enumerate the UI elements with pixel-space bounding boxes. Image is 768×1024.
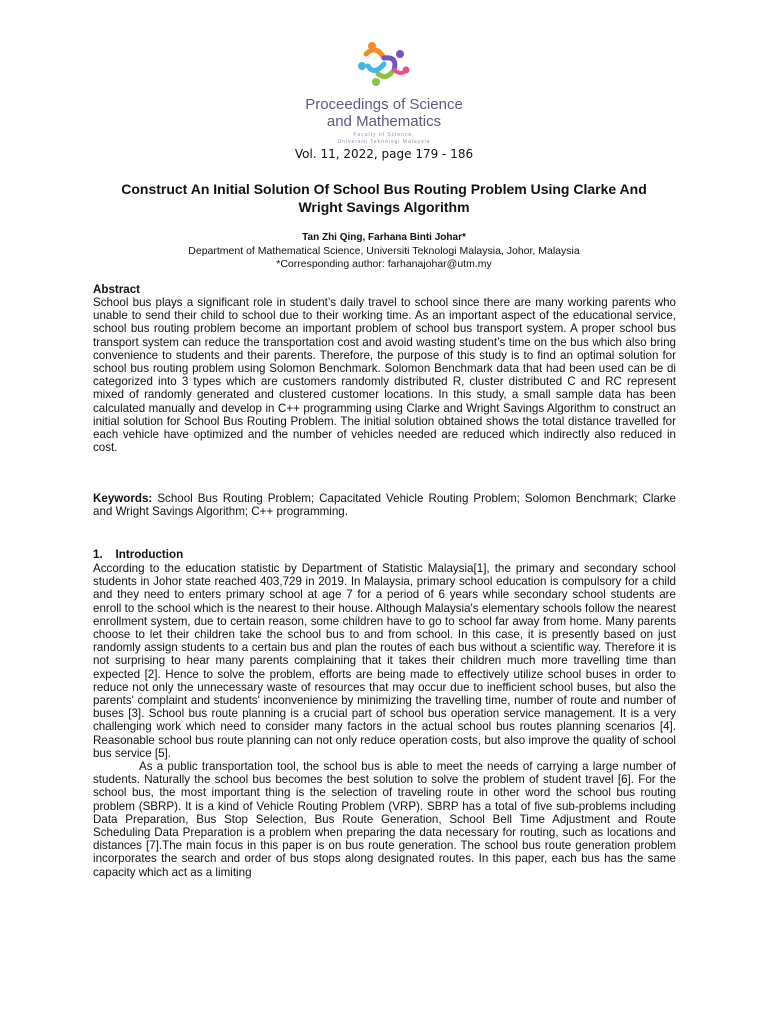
introduction-heading: 1. Introduction	[93, 548, 184, 561]
faculty-line2: Universiti Teknologi Malaysia	[337, 139, 431, 145]
journal-name-line1: Proceedings of Science	[305, 96, 463, 113]
keywords-label: Keywords:	[93, 492, 153, 505]
keywords-block	[93, 492, 676, 518]
paper-authors: Tan Zhi Qing, Farhana Binti Johar*	[302, 232, 466, 243]
journal-name-line2: and Mathematics	[326, 113, 442, 130]
abstract-text: School bus plays a significant role in student’s daily travel to school since there are many working parents who unable to send their child to school due to their working time. As an important aspect of the educational service, school bus routing problem become an important problem of school bus transport system. A proper school bus transport system can reduce the transportation cost and avoid wasting student’s time on the bus which also bring convenience to students and their parents. Therefore, the purpose of this study is to find an optimal solution for school bus routing problem using Solomon Benchmark. Solomon Benchmark data that had been used can be di categorized into 3 types which are customers randomly distributed R, cluster distributed C and RC represent mixed of randomly generated and clustered customer locations. In this study, a small sample data has been calculated manually and develop in C++ programming using Clarke and Wright Savings Algorithm to construct an initial solution for School Bus Routing Problem. The initial solution obtained shows the total distance travelled for each vehicle have optimized and the number of vehicles needed are reduced which indirectly also reduced in cost.	[93, 296, 676, 455]
introduction-paragraph-1: According to the education statistic by Department of Statistic Malaysia[1], the primary and secondary school students in Johor state reached 403,729 in 2019. In Malaysia, primary school education is compulsory for a child and they need to enters primary school at age 7 for a period of 6 years while secondary school students are enroll to the school which is the nearest to their house. Although Malaysia's elementary schools follow the nearest enrollment system, due to certain reason, some children have to go to school far away from home. Many parents choose to let their children take the school bus to and from school. In this case, it is presently based on just randomly assign students to a certain bus and plan the routes of each bus without a scientific way. Therefore it is not surprising to hear many parents complaining that it takes their children much more travelling time than expected [2]. Hence to solve the problem, efforts are being made to effectively utilize school buses in order to reduce not only the unnecessary waste of resources that may occur due to inefficient school buses, but also the parents' complaint and students' inconvenience by minimizing the travelling time, number of route and number of buses [3]. School bus route planning is a crucial part of school bus operation service management. It is a very challenging work which need to consider many factors in the actual school bus routes planning scenarios [4]. Reasonable school bus route planning can not only reduce operation costs, but also improve the quality of school bus service [5].	[93, 562, 676, 760]
keywords-text: School Bus Routing Problem; Capacitated Vehicle Routing Problem; Solomon Benchmark; Clarke and Wright Savings Algorithm; C++ programming.	[93, 492, 676, 519]
abstract-heading: Abstract	[93, 283, 141, 296]
introduction-body	[93, 562, 676, 879]
journal-header	[0, 40, 768, 146]
journal-logo-icon	[354, 40, 414, 88]
introduction-paragraph-2: As a public transportation tool, the school bus is able to meet the needs of carrying a large number of students. Naturally the school bus becomes the best solution to solve the problem of student travel [6]. For the school bus, the most important thing is the selection of traveling route in other word the school bus routing problem (SBRP). It is a kind of Vehicle Routing Problem (VRP). SBRP has a total of five sub-problems including Data Preparation, Bus Stop Selection, Bus Route Generation, School Bell Time Adjustment and Route Scheduling Data Preparation is a problem when preparing the data necessary for routing, such as locations and distances [7].The main focus in this paper is on bus route generation. The school bus route generation problem incorporates the search and order of bus stops along designated routes. In this paper, each bus has the same capacity which act as a limiting	[93, 760, 676, 879]
corresponding-author: *Corresponding author: farhanajohar@utm.my	[276, 258, 492, 270]
affiliation: Department of Mathematical Science, Universiti Teknologi Malaysia, Johor, Malaysia	[188, 245, 580, 257]
volume-info: Vol. 11, 2022, page 179 - 186	[294, 147, 474, 161]
author-affiliation-block	[0, 245, 768, 271]
faculty-line1: Faculty of Science,	[353, 132, 415, 138]
paper-title: Construct An Initial Solution Of School Bus Routing Problem Using Clarke And Wright Savings Algorithm	[121, 181, 647, 215]
